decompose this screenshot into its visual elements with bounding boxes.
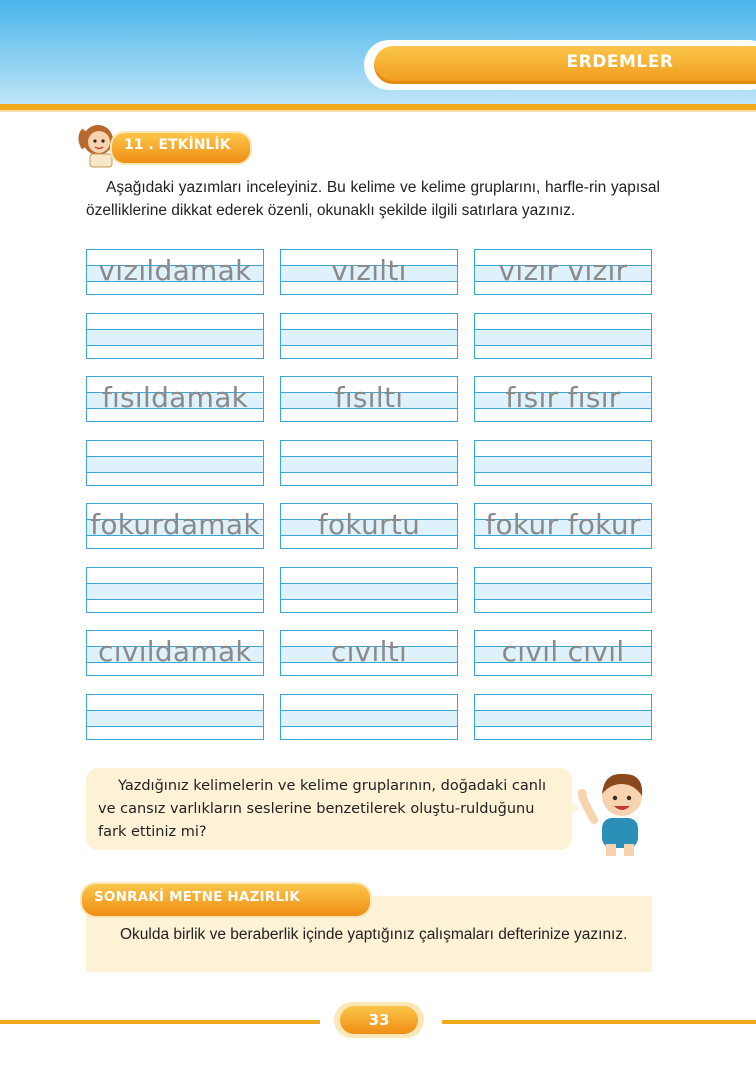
- example-word: fokurtu: [317, 508, 421, 541]
- guide-band: [281, 329, 457, 346]
- footer-line-right: [442, 1020, 756, 1024]
- writing-line-box[interactable]: [280, 567, 458, 613]
- writing-line-box[interactable]: [280, 440, 458, 486]
- example-word: cıvıl cıvıl: [501, 635, 625, 668]
- example-word: cıvıltı: [330, 635, 408, 668]
- guide-band: [87, 583, 263, 600]
- example-word-box: [474, 630, 652, 676]
- example-word: fısır fısır: [505, 381, 621, 414]
- example-word-box: [280, 503, 458, 549]
- boy-mascot-icon: [578, 766, 658, 858]
- writing-line-box[interactable]: [280, 313, 458, 359]
- guide-band: [87, 329, 263, 346]
- example-word-box: [86, 630, 264, 676]
- writing-line-box[interactable]: [280, 694, 458, 740]
- unit-title: ERDEMLER: [566, 52, 674, 72]
- example-word: vızır vızır: [498, 254, 628, 287]
- example-word-box: [280, 630, 458, 676]
- next-section-title: SONRAKİ METNE HAZIRLIK: [94, 889, 301, 905]
- activity-title: 11 . ETKİNLİK: [124, 137, 231, 153]
- page-number: 33: [368, 1011, 390, 1029]
- example-word-box: [474, 376, 652, 422]
- example-word-box: [86, 249, 264, 295]
- footer-line-left: [0, 1020, 320, 1024]
- example-word: cıvıldamak: [98, 635, 252, 668]
- guide-band: [281, 456, 457, 473]
- guide-band: [281, 583, 457, 600]
- example-word-box: [86, 503, 264, 549]
- guide-band: [87, 710, 263, 727]
- writing-line-box[interactable]: [86, 567, 264, 613]
- writing-line-box[interactable]: [474, 440, 652, 486]
- example-word: vızıltı: [331, 254, 407, 287]
- writing-line-box[interactable]: [86, 440, 264, 486]
- example-word-box: [474, 503, 652, 549]
- example-word: fokurdamak: [90, 508, 260, 541]
- example-word: vızıldamak: [98, 254, 252, 287]
- example-word: fısıltı: [334, 381, 404, 414]
- writing-line-box[interactable]: [86, 694, 264, 740]
- writing-line-box[interactable]: [474, 567, 652, 613]
- guide-band: [281, 710, 457, 727]
- guide-band: [475, 456, 651, 473]
- callout-text: Yazdığınız kelimelerin ve kelime gruplarının, doğadaki canlı ve cansız varlıkların seslerine benzetilerek oluştu-rulduğunu fark ettiniz mi?: [98, 778, 547, 840]
- guide-band: [87, 456, 263, 473]
- writing-line-box[interactable]: [474, 313, 652, 359]
- writing-line-box[interactable]: [474, 694, 652, 740]
- example-word-box: [474, 249, 652, 295]
- example-word-box: [86, 376, 264, 422]
- activity-instruction: Aşağıdaki yazımları inceleyiniz. Bu kelime ve kelime gruplarını, harfle-rin yapısal özelliklerine dikkat ederek özenli, okunaklı şekilde ilgili satırlara yazınız.: [86, 179, 660, 219]
- example-word: fokur fokur: [485, 508, 641, 541]
- next-section-text: Okulda birlik ve beraberlik içinde yaptığınız çalışmaları defterinize yazınız.: [120, 926, 628, 943]
- writing-line-box[interactable]: [86, 313, 264, 359]
- guide-band: [475, 329, 651, 346]
- guide-band: [475, 583, 651, 600]
- example-word: fısıldamak: [101, 381, 249, 414]
- example-word-box: [280, 249, 458, 295]
- example-word-box: [280, 376, 458, 422]
- header-divider-light: [0, 110, 756, 112]
- guide-band: [475, 710, 651, 727]
